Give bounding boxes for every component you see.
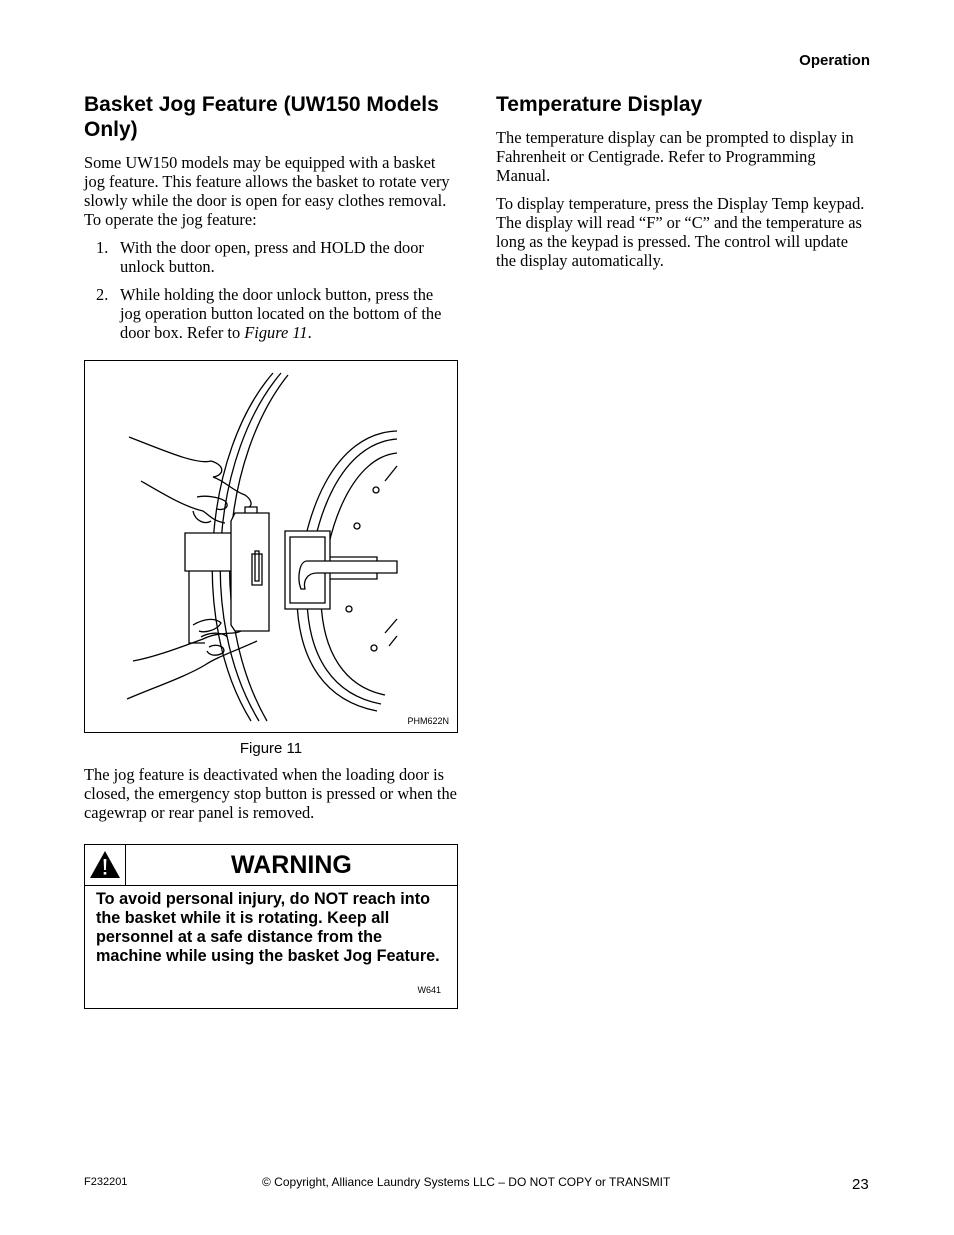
section-heading-basket-jog: Basket Jog Feature (UW150 Models Only) [84,93,439,141]
warning-icon-cell [85,845,126,885]
step-text: While holding the door unlock button, press the jog operation button located on the bottom of the door box. Refer to [120,285,442,342]
warning-text: To avoid personal injury, do NOT reach into the basket while it is rotating. Keep all personnel at a safe distance from the machine while using the basket Jog Feature. [96,890,440,965]
section-heading-temperature: Temperature Display [496,93,703,116]
running-header: Operation [799,52,870,69]
footer-doc-number: F232201 [84,1176,128,1188]
temperature-paragraph-1: The temperature display can be prompted to display in Fahrenheit or Centigrade. Refer to Programming Manual. [496,128,854,185]
step-number: 1. [96,238,109,257]
footer-copyright: © Copyright, Alliance Laundry Systems LLC – DO NOT COPY or TRANSMIT [262,1175,671,1189]
warning-title: WARNING [231,851,352,879]
deactivation-paragraph: The jog feature is deactivated when the loading door is closed, the emergency stop button is pressed or when the cagewrap or rear panel is removed. [84,765,457,822]
steps-list [84,238,458,342]
step-text: With the door open, press and HOLD the door unlock button. [120,238,424,276]
jog-feature-illustration [85,361,457,732]
step-2 [84,285,458,342]
intro-paragraph: Some UW150 models may be equipped with a basket jog feature. This feature allows the basket to rotate very slowly while the door is open for easy clothes removal. To operate the jog feature: [84,153,450,229]
figure-code: PHM622N [407,716,449,726]
warning-box [84,844,458,1009]
step-1 [84,238,458,276]
footer-page-number: 23 [852,1176,869,1193]
figure-11-box [84,360,458,733]
figure-reference: Figure 11 [244,323,308,342]
step-text-end: . [307,323,312,342]
warning-code: W641 [417,985,441,995]
warning-header [85,845,457,886]
warning-triangle-icon [85,845,125,885]
temperature-paragraph-2: To display temperature, press the Display Temp keypad. The display will read “F” or “C” and the temperature as long as the keypad is pressed. The control will update the display automatically. [496,194,865,270]
step-number: 2. [96,285,109,304]
figure-caption: Figure 11 [239,740,303,757]
